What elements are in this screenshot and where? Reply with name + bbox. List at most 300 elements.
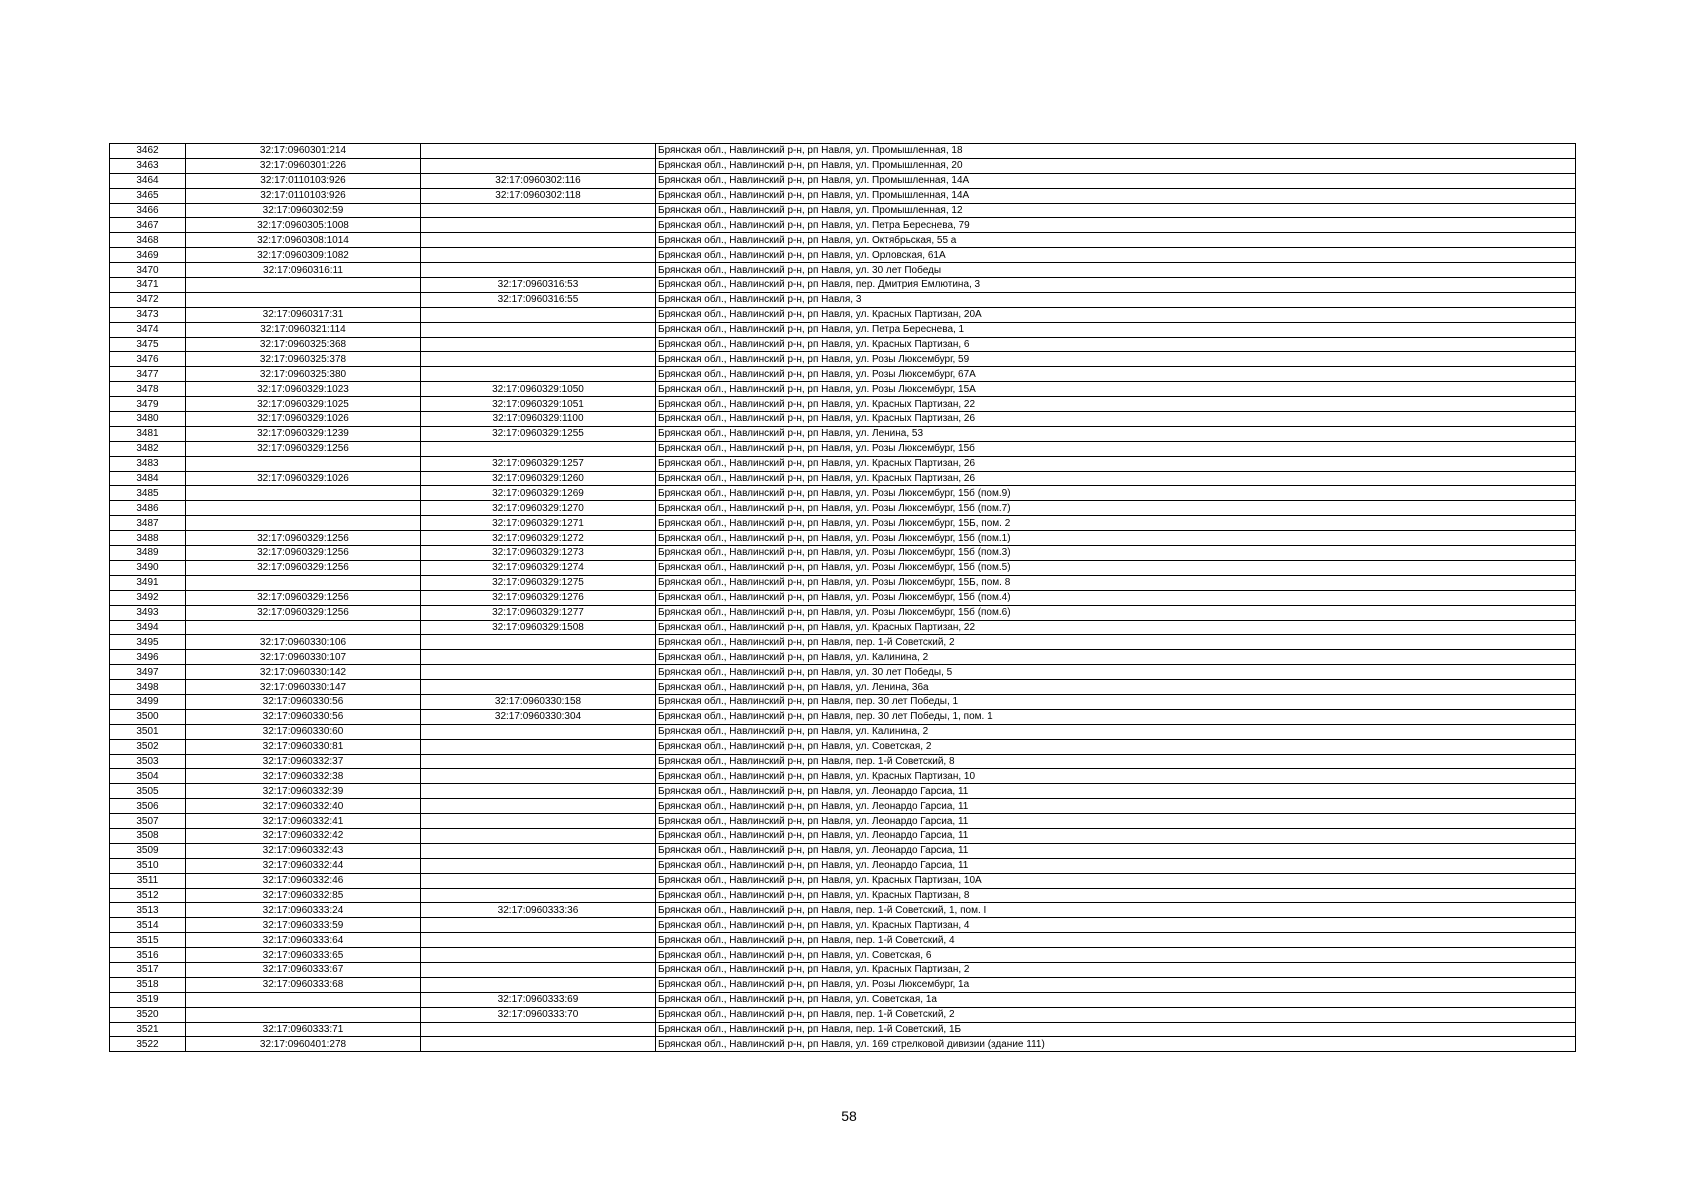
address-cell: Брянская обл., Навлинский р-н, рп Навля, пер. 30 лет Победы, 1 [656, 694, 1576, 709]
cadastral-number-cell [186, 501, 421, 516]
address-cell: Брянская обл., Навлинский р-н, рп Навля, пер. 30 лет Победы, 1, пом. 1 [656, 709, 1576, 724]
address-cell: Брянская обл., Навлинский р-н, рп Навля, ул. Красных Партизан, 26 [656, 456, 1576, 471]
related-cadastral-number-cell: 32:17:0960329:1275 [421, 575, 656, 590]
cadastral-number-cell: 32:17:0110103:926 [186, 173, 421, 188]
cadastral-number-cell: 32:17:0960329:1256 [186, 531, 421, 546]
row-number-cell: 3499 [110, 694, 186, 709]
address-cell: Брянская обл., Навлинский р-н, рп Навля, пер. 1-й Советский, 8 [656, 754, 1576, 769]
related-cadastral-number-cell: 32:17:0960329:1276 [421, 590, 656, 605]
address-cell: Брянская обл., Навлинский р-н, рп Навля, ул. Орловская, 61А [656, 248, 1576, 263]
address-cell: Брянская обл., Навлинский р-н, рп Навля, ул. Промышленная, 18 [656, 144, 1576, 159]
table-row [110, 292, 1576, 307]
document-page-table-region [109, 143, 1575, 1052]
related-cadastral-number-cell [421, 233, 656, 248]
related-cadastral-number-cell: 32:17:0960333:70 [421, 1007, 656, 1022]
address-cell: Брянская обл., Навлинский р-н, рп Навля, ул. Леонардо Гарсиа, 11 [656, 828, 1576, 843]
table-row [110, 441, 1576, 456]
row-number-cell: 3494 [110, 620, 186, 635]
related-cadastral-number-cell [421, 337, 656, 352]
cadastral-number-cell [186, 292, 421, 307]
row-number-cell: 3489 [110, 546, 186, 561]
address-cell: Брянская обл., Навлинский р-н, рп Навля, ул. Промышленная, 12 [656, 203, 1576, 218]
row-number-cell: 3514 [110, 918, 186, 933]
table-row [110, 888, 1576, 903]
cadastral-number-cell: 32:17:0960333:65 [186, 948, 421, 963]
related-cadastral-number-cell [421, 814, 656, 829]
table-row [110, 188, 1576, 203]
table-row [110, 1022, 1576, 1037]
cadastral-number-cell: 32:17:0960329:1026 [186, 471, 421, 486]
row-number-cell: 3471 [110, 278, 186, 293]
address-cell: Брянская обл., Навлинский р-н, рп Навля, ул. Октябрьская, 55 а [656, 233, 1576, 248]
table-row [110, 456, 1576, 471]
row-number-cell: 3482 [110, 441, 186, 456]
table-row [110, 992, 1576, 1007]
row-number-cell: 3479 [110, 397, 186, 412]
row-number-cell: 3522 [110, 1037, 186, 1052]
table-row [110, 367, 1576, 382]
address-cell: Брянская обл., Навлинский р-н, рп Навля, ул. 30 лет Победы [656, 263, 1576, 278]
cadastral-number-cell: 32:17:0960308:1014 [186, 233, 421, 248]
table-row [110, 1007, 1576, 1022]
table-row [110, 665, 1576, 680]
related-cadastral-number-cell [421, 843, 656, 858]
row-number-cell: 3516 [110, 948, 186, 963]
related-cadastral-number-cell: 32:17:0960329:1272 [421, 531, 656, 546]
related-cadastral-number-cell [421, 933, 656, 948]
address-cell: Брянская обл., Навлинский р-н, рп Навля, ул. Петра Береснева, 1 [656, 322, 1576, 337]
row-number-cell: 3496 [110, 650, 186, 665]
cadastral-number-cell: 32:17:0960332:38 [186, 769, 421, 784]
table-row [110, 382, 1576, 397]
row-number-cell: 3488 [110, 531, 186, 546]
cadastral-number-cell: 32:17:0960332:37 [186, 754, 421, 769]
row-number-cell: 3519 [110, 992, 186, 1007]
cadastral-number-cell [186, 992, 421, 1007]
address-cell: Брянская обл., Навлинский р-н, рп Навля, ул. Розы Люксембург, 1а [656, 977, 1576, 992]
row-number-cell: 3493 [110, 605, 186, 620]
related-cadastral-number-cell [421, 724, 656, 739]
row-number-cell: 3480 [110, 412, 186, 427]
related-cadastral-number-cell [421, 888, 656, 903]
related-cadastral-number-cell [421, 635, 656, 650]
row-number-cell: 3478 [110, 382, 186, 397]
related-cadastral-number-cell: 32:17:0960329:1260 [421, 471, 656, 486]
cadastral-number-cell: 32:17:0960330:107 [186, 650, 421, 665]
address-cell: Брянская обл., Навлинский р-н, рп Навля, ул. Розы Люксембург, 59 [656, 352, 1576, 367]
address-cell: Брянская обл., Навлинский р-н, рп Навля, ул. Красных Партизан, 10 [656, 769, 1576, 784]
cadastral-number-cell: 32:17:0960332:39 [186, 784, 421, 799]
table-row [110, 307, 1576, 322]
cadastral-number-cell: 32:17:0960332:44 [186, 858, 421, 873]
row-number-cell: 3515 [110, 933, 186, 948]
table-row [110, 769, 1576, 784]
cadastral-number-cell: 32:17:0960321:114 [186, 322, 421, 337]
cadastral-number-cell: 32:17:0960329:1256 [186, 605, 421, 620]
table-row [110, 605, 1576, 620]
table-row [110, 173, 1576, 188]
related-cadastral-number-cell [421, 307, 656, 322]
related-cadastral-number-cell [421, 858, 656, 873]
address-cell: Брянская обл., Навлинский р-н, рп Навля, ул. Промышленная, 14А [656, 188, 1576, 203]
cadastral-number-cell: 32:17:0960333:59 [186, 918, 421, 933]
related-cadastral-number-cell [421, 977, 656, 992]
related-cadastral-number-cell [421, 441, 656, 456]
row-number-cell: 3521 [110, 1022, 186, 1037]
table-row [110, 709, 1576, 724]
table-row [110, 620, 1576, 635]
address-cell: Брянская обл., Навлинский р-н, рп Навля, ул. 30 лет Победы, 5 [656, 665, 1576, 680]
table-row [110, 784, 1576, 799]
address-cell: Брянская обл., Навлинский р-н, рп Навля, ул. Розы Люксембург, 67А [656, 367, 1576, 382]
related-cadastral-number-cell [421, 650, 656, 665]
related-cadastral-number-cell: 32:17:0960333:36 [421, 903, 656, 918]
cadastral-number-cell: 32:17:0110103:926 [186, 188, 421, 203]
cadastral-number-cell: 32:17:0960329:1256 [186, 546, 421, 561]
row-number-cell: 3485 [110, 486, 186, 501]
cadastral-number-cell [186, 575, 421, 590]
related-cadastral-number-cell [421, 203, 656, 218]
address-cell: Брянская обл., Навлинский р-н, рп Навля, ул. Розы Люксембург, 15б (пом.1) [656, 531, 1576, 546]
table-row [110, 263, 1576, 278]
table-row [110, 694, 1576, 709]
related-cadastral-number-cell: 32:17:0960302:118 [421, 188, 656, 203]
cadastral-number-cell: 32:17:0960330:81 [186, 739, 421, 754]
related-cadastral-number-cell: 32:17:0960316:55 [421, 292, 656, 307]
address-cell: Брянская обл., Навлинский р-н, рп Навля, ул. Советская, 6 [656, 948, 1576, 963]
cadastral-number-cell: 32:17:0960330:56 [186, 709, 421, 724]
cadastral-number-cell: 32:17:0960401:278 [186, 1037, 421, 1052]
cadastral-number-cell: 32:17:0960330:142 [186, 665, 421, 680]
cadastral-number-cell: 32:17:0960333:71 [186, 1022, 421, 1037]
related-cadastral-number-cell [421, 218, 656, 233]
related-cadastral-number-cell [421, 784, 656, 799]
address-cell: Брянская обл., Навлинский р-н, рп Навля, ул. Красных Партизан, 2 [656, 962, 1576, 977]
related-cadastral-number-cell [421, 263, 656, 278]
address-cell: Брянская обл., Навлинский р-н, рп Навля, ул. Розы Люксембург, 15Б, пом. 2 [656, 516, 1576, 531]
table-row [110, 650, 1576, 665]
address-cell: Брянская обл., Навлинский р-н, рп Навля, ул. Красных Партизан, 22 [656, 620, 1576, 635]
table-row [110, 590, 1576, 605]
cadastral-number-cell: 32:17:0960330:147 [186, 680, 421, 695]
address-cell: Брянская обл., Навлинский р-н, рп Навля, ул. Леонардо Гарсиа, 11 [656, 843, 1576, 858]
address-cell: Брянская обл., Навлинский р-н, рп Навля, пер. Дмитрия Емлютина, 3 [656, 278, 1576, 293]
row-number-cell: 3468 [110, 233, 186, 248]
cadastral-number-cell [186, 620, 421, 635]
table-row [110, 501, 1576, 516]
related-cadastral-number-cell [421, 739, 656, 754]
address-cell: Брянская обл., Навлинский р-н, рп Навля, ул. Ленина, 53 [656, 426, 1576, 441]
address-cell: Брянская обл., Навлинский р-н, рп Навля, ул. Красных Партизан, 20А [656, 307, 1576, 322]
table-row [110, 560, 1576, 575]
table-row [110, 635, 1576, 650]
related-cadastral-number-cell: 32:17:0960329:1273 [421, 546, 656, 561]
row-number-cell: 3501 [110, 724, 186, 739]
row-number-cell: 3469 [110, 248, 186, 263]
row-number-cell: 3502 [110, 739, 186, 754]
row-number-cell: 3511 [110, 873, 186, 888]
related-cadastral-number-cell: 32:17:0960330:158 [421, 694, 656, 709]
table-row [110, 918, 1576, 933]
cadastral-number-cell: 32:17:0960329:1256 [186, 590, 421, 605]
row-number-cell: 3512 [110, 888, 186, 903]
table-row [110, 948, 1576, 963]
related-cadastral-number-cell: 32:17:0960329:1051 [421, 397, 656, 412]
cadastral-number-cell: 32:17:0960330:106 [186, 635, 421, 650]
table-row [110, 799, 1576, 814]
cadastral-number-cell: 32:17:0960301:214 [186, 144, 421, 159]
related-cadastral-number-cell [421, 322, 656, 337]
cadastral-number-cell [186, 516, 421, 531]
cadastral-number-cell: 32:17:0960325:378 [186, 352, 421, 367]
address-cell: Брянская обл., Навлинский р-н, рп Навля, ул. Калинина, 2 [656, 724, 1576, 739]
table-row [110, 426, 1576, 441]
related-cadastral-number-cell: 32:17:0960316:53 [421, 278, 656, 293]
table-row [110, 843, 1576, 858]
row-number-cell: 3520 [110, 1007, 186, 1022]
table-row [110, 218, 1576, 233]
related-cadastral-number-cell [421, 873, 656, 888]
property-table [109, 143, 1576, 1052]
address-cell: Брянская обл., Навлинский р-н, рп Навля, ул. Красных Партизан, 8 [656, 888, 1576, 903]
related-cadastral-number-cell [421, 918, 656, 933]
related-cadastral-number-cell: 32:17:0960329:1508 [421, 620, 656, 635]
related-cadastral-number-cell [421, 352, 656, 367]
cadastral-number-cell: 32:17:0960329:1256 [186, 560, 421, 575]
cadastral-number-cell: 32:17:0960332:42 [186, 828, 421, 843]
address-cell: Брянская обл., Навлинский р-н, рп Навля, ул. Леонардо Гарсиа, 11 [656, 814, 1576, 829]
cadastral-number-cell [186, 486, 421, 501]
related-cadastral-number-cell: 32:17:0960329:1100 [421, 412, 656, 427]
table-row [110, 873, 1576, 888]
address-cell: Брянская обл., Навлинский р-н, рп Навля, ул. Красных Партизан, 26 [656, 412, 1576, 427]
row-number-cell: 3498 [110, 680, 186, 695]
table-row [110, 903, 1576, 918]
address-cell: Брянская обл., Навлинский р-н, рп Навля, ул. 169 стрелковой дивизии (здание 111) [656, 1037, 1576, 1052]
cadastral-number-cell: 32:17:0960332:85 [186, 888, 421, 903]
row-number-cell: 3466 [110, 203, 186, 218]
address-cell: Брянская обл., Навлинский р-н, рп Навля, ул. Розы Люксембург, 15б (пом.7) [656, 501, 1576, 516]
address-cell: Брянская обл., Навлинский р-н, рп Навля, ул. Леонардо Гарсиа, 11 [656, 858, 1576, 873]
table-row [110, 352, 1576, 367]
related-cadastral-number-cell [421, 828, 656, 843]
table-row [110, 471, 1576, 486]
cadastral-number-cell: 32:17:0960330:60 [186, 724, 421, 739]
address-cell: Брянская обл., Навлинский р-н, рп Навля, ул. Ленина, 36а [656, 680, 1576, 695]
address-cell: Брянская обл., Навлинский р-н, рп Навля, ул. Красных Партизан, 4 [656, 918, 1576, 933]
table-row [110, 203, 1576, 218]
row-number-cell: 3472 [110, 292, 186, 307]
related-cadastral-number-cell [421, 665, 656, 680]
related-cadastral-number-cell [421, 948, 656, 963]
table-row [110, 233, 1576, 248]
cadastral-number-cell [186, 278, 421, 293]
row-number-cell: 3495 [110, 635, 186, 650]
cadastral-number-cell: 32:17:0960332:41 [186, 814, 421, 829]
related-cadastral-number-cell [421, 248, 656, 263]
row-number-cell: 3492 [110, 590, 186, 605]
related-cadastral-number-cell: 32:17:0960329:1257 [421, 456, 656, 471]
cadastral-number-cell: 32:17:0960332:40 [186, 799, 421, 814]
cadastral-number-cell: 32:17:0960317:31 [186, 307, 421, 322]
address-cell: Брянская обл., Навлинский р-н, рп Навля, ул. Розы Люксембург, 15б [656, 441, 1576, 456]
table-row [110, 739, 1576, 754]
cadastral-number-cell: 32:17:0960329:1239 [186, 426, 421, 441]
row-number-cell: 3477 [110, 367, 186, 382]
table-row [110, 754, 1576, 769]
table-row [110, 397, 1576, 412]
address-cell: Брянская обл., Навлинский р-н, рп Навля, ул. Розы Люксембург, 15б (пом.5) [656, 560, 1576, 575]
table-body [110, 144, 1576, 1052]
row-number-cell: 3504 [110, 769, 186, 784]
table-row [110, 531, 1576, 546]
table-row [110, 933, 1576, 948]
related-cadastral-number-cell [421, 799, 656, 814]
related-cadastral-number-cell [421, 962, 656, 977]
table-row [110, 337, 1576, 352]
table-row [110, 412, 1576, 427]
address-cell: Брянская обл., Навлинский р-н, рп Навля, ул. Розы Люксембург, 15А [656, 382, 1576, 397]
address-cell: Брянская обл., Навлинский р-н, рп Навля, ул. Красных Партизан, 22 [656, 397, 1576, 412]
table-row [110, 680, 1576, 695]
address-cell: Брянская обл., Навлинский р-н, рп Навля, пер. 1-й Советский, 2 [656, 635, 1576, 650]
related-cadastral-number-cell [421, 158, 656, 173]
cadastral-number-cell: 32:17:0960332:46 [186, 873, 421, 888]
address-cell: Брянская обл., Навлинский р-н, рп Навля, ул. Леонардо Гарсиа, 11 [656, 799, 1576, 814]
cadastral-number-cell: 32:17:0960333:68 [186, 977, 421, 992]
table-row [110, 724, 1576, 739]
row-number-cell: 3508 [110, 828, 186, 843]
cadastral-number-cell: 32:17:0960329:1025 [186, 397, 421, 412]
row-number-cell: 3510 [110, 858, 186, 873]
address-cell: Брянская обл., Навлинский р-н, рп Навля, ул. Леонардо Гарсиа, 11 [656, 784, 1576, 799]
table-row [110, 144, 1576, 159]
related-cadastral-number-cell: 32:17:0960330:304 [421, 709, 656, 724]
cadastral-number-cell: 32:17:0960329:1026 [186, 412, 421, 427]
cadastral-number-cell: 32:17:0960325:380 [186, 367, 421, 382]
address-cell: Брянская обл., Навлинский р-н, рп Навля, пер. 1-й Советский, 2 [656, 1007, 1576, 1022]
table-row [110, 814, 1576, 829]
cadastral-number-cell: 32:17:0960330:56 [186, 694, 421, 709]
cadastral-number-cell: 32:17:0960316:11 [186, 263, 421, 278]
related-cadastral-number-cell [421, 1022, 656, 1037]
related-cadastral-number-cell: 32:17:0960329:1274 [421, 560, 656, 575]
row-number-cell: 3500 [110, 709, 186, 724]
row-number-cell: 3503 [110, 754, 186, 769]
address-cell: Брянская обл., Навлинский р-н, рп Навля, ул. Розы Люксембург, 15б (пом.6) [656, 605, 1576, 620]
row-number-cell: 3470 [110, 263, 186, 278]
table-row [110, 977, 1576, 992]
table-row [110, 858, 1576, 873]
row-number-cell: 3513 [110, 903, 186, 918]
cadastral-number-cell: 32:17:0960325:368 [186, 337, 421, 352]
row-number-cell: 3462 [110, 144, 186, 159]
related-cadastral-number-cell: 32:17:0960302:116 [421, 173, 656, 188]
address-cell: Брянская обл., Навлинский р-н, рп Навля, ул. Советская, 2 [656, 739, 1576, 754]
table-row [110, 322, 1576, 337]
row-number-cell: 3473 [110, 307, 186, 322]
related-cadastral-number-cell: 32:17:0960329:1269 [421, 486, 656, 501]
address-cell: Брянская обл., Навлинский р-н, рп Навля, 3 [656, 292, 1576, 307]
row-number-cell: 3481 [110, 426, 186, 441]
address-cell: Брянская обл., Навлинский р-н, рп Навля, ул. Розы Люксембург, 15б (пом.4) [656, 590, 1576, 605]
related-cadastral-number-cell [421, 367, 656, 382]
row-number-cell: 3518 [110, 977, 186, 992]
related-cadastral-number-cell: 32:17:0960329:1271 [421, 516, 656, 531]
table-row [110, 248, 1576, 263]
address-cell: Брянская обл., Навлинский р-н, рп Навля, ул. Промышленная, 14А [656, 173, 1576, 188]
address-cell: Брянская обл., Навлинский р-н, рп Навля, ул. Красных Партизан, 10А [656, 873, 1576, 888]
table-row [110, 158, 1576, 173]
cadastral-number-cell: 32:17:0960332:43 [186, 843, 421, 858]
row-number-cell: 3497 [110, 665, 186, 680]
address-cell: Брянская обл., Навлинский р-н, рп Навля, ул. Калинина, 2 [656, 650, 1576, 665]
cadastral-number-cell: 32:17:0960305:1008 [186, 218, 421, 233]
address-cell: Брянская обл., Навлинский р-н, рп Навля, ул. Розы Люксембург, 15б (пом.3) [656, 546, 1576, 561]
table-row [110, 546, 1576, 561]
row-number-cell: 3506 [110, 799, 186, 814]
address-cell: Брянская обл., Навлинский р-н, рп Навля, ул. Промышленная, 20 [656, 158, 1576, 173]
cadastral-number-cell [186, 1007, 421, 1022]
table-row [110, 278, 1576, 293]
row-number-cell: 3475 [110, 337, 186, 352]
related-cadastral-number-cell: 32:17:0960329:1255 [421, 426, 656, 441]
related-cadastral-number-cell [421, 769, 656, 784]
address-cell: Брянская обл., Навлинский р-н, рп Навля, пер. 1-й Советский, 1, пом. I [656, 903, 1576, 918]
cadastral-number-cell: 32:17:0960333:64 [186, 933, 421, 948]
address-cell: Брянская обл., Навлинский р-н, рп Навля, ул. Розы Люксембург, 15б (пом.9) [656, 486, 1576, 501]
cadastral-number-cell: 32:17:0960329:1023 [186, 382, 421, 397]
row-number-cell: 3491 [110, 575, 186, 590]
related-cadastral-number-cell: 32:17:0960329:1270 [421, 501, 656, 516]
table-row [110, 575, 1576, 590]
row-number-cell: 3509 [110, 843, 186, 858]
row-number-cell: 3465 [110, 188, 186, 203]
cadastral-number-cell: 32:17:0960333:67 [186, 962, 421, 977]
row-number-cell: 3463 [110, 158, 186, 173]
related-cadastral-number-cell: 32:17:0960329:1277 [421, 605, 656, 620]
address-cell: Брянская обл., Навлинский р-н, рп Навля, ул. Красных Партизан, 6 [656, 337, 1576, 352]
related-cadastral-number-cell: 32:17:0960329:1050 [421, 382, 656, 397]
address-cell: Брянская обл., Навлинский р-н, рп Навля, пер. 1-й Советский, 1Б [656, 1022, 1576, 1037]
row-number-cell: 3486 [110, 501, 186, 516]
address-cell: Брянская обл., Навлинский р-н, рп Навля, ул. Красных Партизан, 26 [656, 471, 1576, 486]
related-cadastral-number-cell [421, 680, 656, 695]
related-cadastral-number-cell [421, 1037, 656, 1052]
cadastral-number-cell: 32:17:0960302:59 [186, 203, 421, 218]
row-number-cell: 3483 [110, 456, 186, 471]
address-cell: Брянская обл., Навлинский р-н, рп Навля, ул. Советская, 1а [656, 992, 1576, 1007]
row-number-cell: 3490 [110, 560, 186, 575]
row-number-cell: 3484 [110, 471, 186, 486]
cadastral-number-cell: 32:17:0960329:1256 [186, 441, 421, 456]
address-cell: Брянская обл., Навлинский р-н, рп Навля, пер. 1-й Советский, 4 [656, 933, 1576, 948]
row-number-cell: 3467 [110, 218, 186, 233]
row-number-cell: 3507 [110, 814, 186, 829]
cadastral-number-cell: 32:17:0960333:24 [186, 903, 421, 918]
table-row [110, 486, 1576, 501]
table-row [110, 962, 1576, 977]
cadastral-number-cell: 32:17:0960309:1082 [186, 248, 421, 263]
related-cadastral-number-cell [421, 144, 656, 159]
address-cell: Брянская обл., Навлинский р-н, рп Навля, ул. Розы Люксембург, 15Б, пом. 8 [656, 575, 1576, 590]
cadastral-number-cell [186, 456, 421, 471]
row-number-cell: 3517 [110, 962, 186, 977]
row-number-cell: 3505 [110, 784, 186, 799]
related-cadastral-number-cell: 32:17:0960333:69 [421, 992, 656, 1007]
row-number-cell: 3476 [110, 352, 186, 367]
related-cadastral-number-cell [421, 754, 656, 769]
